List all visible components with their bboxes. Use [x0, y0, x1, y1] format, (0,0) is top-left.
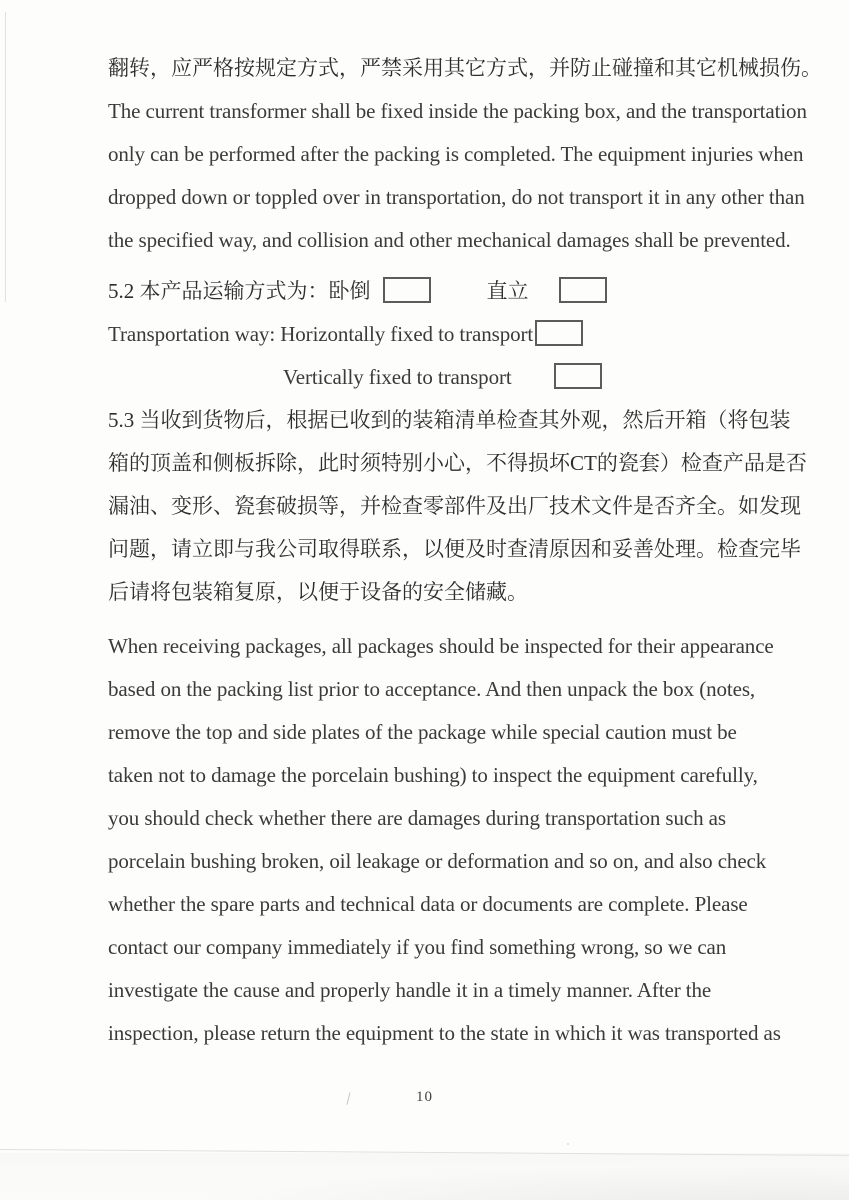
intro-en-line: The current transformer shall be fixed inside the packing box, and the transportation	[108, 99, 807, 123]
section-5-3-en-line: contact our company immediately if you find something wrong, so we can	[108, 935, 727, 959]
section-5-3-cn-line: 问题，请立即与我公司取得联系，以便及时查清原因和妥善处理。检查完毕	[108, 537, 801, 561]
section-5-3-en-line: remove the top and side plates of the package while special caution must be	[108, 720, 737, 744]
section-5-3-en-line: inspection, please return the equipment to the state in which it was transported as	[108, 1021, 781, 1045]
section-5-3-en-line: you should check whether there are damages during transportation such as	[108, 806, 726, 830]
section-5-3-en-line: whether the spare parts and technical data or documents are complete. Please	[108, 892, 748, 916]
horizontal-transport-label-en: Transportation way: Horizontally fixed to transport	[108, 322, 534, 346]
section-5-3-cn-line: 后请将包装箱复原，以便于设备的安全储藏。	[108, 580, 528, 604]
section-5-3-en-line: porcelain bushing broken, oil leakage or deformation and so on, and also check	[108, 849, 767, 873]
scan-bottom-shadow	[0, 1153, 849, 1200]
section-5-3-cn-line: 箱的顶盖和侧板拆除，此时须特别小心，不得损坏CT的瓷套）检查产品是否	[108, 451, 807, 475]
section-5-3-cn-line: 5.3 当收到货物后，根据已收到的装箱清单检查其外观，然后开箱（将包装	[108, 408, 791, 432]
intro-en-line: the specified way, and collision and other mechanical damages shall be prevented.	[108, 228, 791, 252]
checkbox-horizontal-en[interactable]	[535, 320, 583, 346]
intro-en-line: dropped down or toppled over in transportation, do not transport it in any other than	[108, 185, 805, 209]
transport-mode-row-en-vertical	[108, 356, 797, 399]
page-number: 10	[416, 1089, 433, 1105]
intro-en-line: only can be performed after the packing is completed. The equipment injuries when	[108, 142, 804, 166]
section-5-3-en-line: based on the packing list prior to acceptance. And then unpack the box (notes,	[108, 677, 756, 701]
transport-mode-row-en-horizontal	[108, 313, 797, 356]
section-5-3-en-line: When receiving packages, all packages should be inspected for their appearance	[108, 634, 774, 658]
checkbox-horizontal-cn[interactable]	[383, 277, 431, 303]
scan-edge-artifact-left	[5, 12, 6, 302]
transport-mode-label-cn: 5.2 本产品运输方式为：卧倒	[108, 279, 371, 303]
page-content	[108, 47, 822, 1055]
transport-mode-row-cn	[108, 270, 797, 313]
section-5-3-cn-line: 漏油、变形、瓷套破损等，并检查零部件及出厂技术文件是否齐全。如发现	[108, 494, 801, 518]
vertical-option-label-cn: 直立	[486, 279, 529, 303]
section-5-3-en-line: taken not to damage the porcelain bushing) to inspect the equipment carefully,	[108, 763, 758, 787]
vertical-transport-label-en: Vertically fixed to transport	[283, 365, 512, 389]
scan-speck	[567, 1143, 569, 1145]
intro-cn-line: 翻转，应严格按规定方式，严禁采用其它方式，并防止碰撞和其它机械损伤。	[108, 56, 822, 80]
checkbox-vertical-en[interactable]	[554, 363, 602, 389]
checkbox-vertical-cn[interactable]	[559, 277, 607, 303]
section-5-3-en-line: investigate the cause and properly handle it in a timely manner. After the	[108, 978, 712, 1002]
